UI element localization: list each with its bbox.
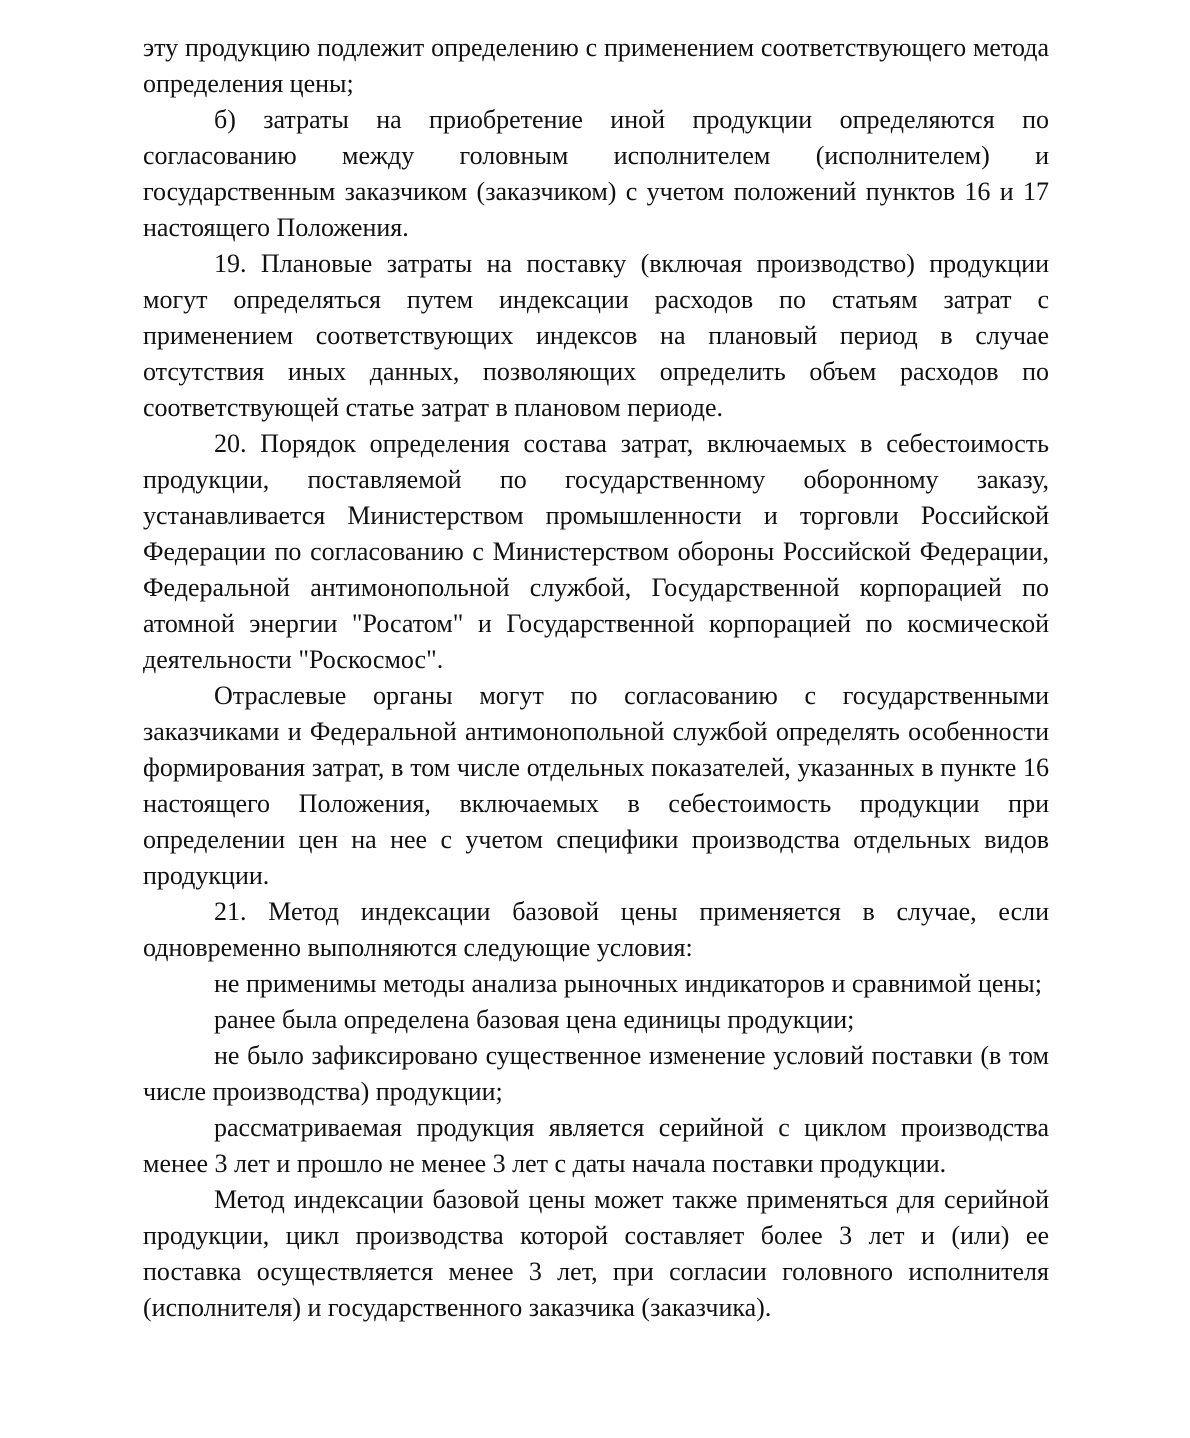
paragraph-continuation: эту продукцию подлежит определению с применением соответствующего метода определения цены; — [143, 33, 1049, 98]
paragraph-serial-indexation: Метод индексации базовой цены может также применяться для серийной продукции, цикл производства которой составляет более 3 лет и (или) ее поставка осуществляется менее 3 лет, при согласии головного исполнителя (исполнителя) и государственного заказчика (заказчика). — [143, 1185, 1049, 1322]
condition-market-methods: не применимы методы анализа рыночных индикаторов и сравнимой цены; — [214, 969, 1042, 998]
paragraph-item-19: 19. Плановые затраты на поставку (включая производство) продукции могут определяться путем индексации расходов по статьям затрат с применением соответствующих индексов на плановый период в случае отсутствия иных данных, позволяющих определить объем расходов по соответствующей статье затрат в плановом периоде. — [143, 249, 1049, 422]
paragraph-industry-bodies: Отраслевые органы могут по согласованию с государственными заказчиками и Федеральной антимонопольной службой определять особенности формирования затрат, в том числе отдельных показателей, указанных в пункте 16 настоящего Положения, включаемых в себестоимость продукции при определении цен на нее с учетом специфики производства отдельных видов продукции. — [143, 681, 1049, 890]
paragraph-item-20: 20. Порядок определения состава затрат, включаемых в себестоимость продукции, поставляемой по государственному оборонному заказу, устанавливается Министерством промышленности и торговли Российской Федерации по согласованию с Министерством обороны Российской Федерации, Федеральной антимонопольной службой, Государственной корпорацией по атомной энергии "Росатом" и Государственной корпорацией по космической деятельности "Роскосмос". — [143, 429, 1049, 674]
paragraph-item-21: 21. Метод индексации базовой цены применяется в случае, если одновременно выполняются следующие условия: — [143, 897, 1049, 962]
condition-serial-product: рассматриваемая продукция является серийной с циклом производства менее 3 лет и прошло не менее 3 лет с даты начала поставки продукции. — [143, 1113, 1049, 1178]
condition-base-price: ранее была определена базовая цена единицы продукции; — [214, 1005, 855, 1034]
condition-no-change: не было зафиксировано существенное изменение условий поставки (в том числе производства) продукции; — [143, 1041, 1049, 1106]
document-page — [143, 30, 1049, 1326]
paragraph-subitem-b: б) затраты на приобретение иной продукции определяются по согласованию между головным исполнителем (исполнителем) и государственным заказчиком (заказчиком) с учетом положений пунктов 16 и 17 настоящего Положения. — [143, 105, 1049, 242]
